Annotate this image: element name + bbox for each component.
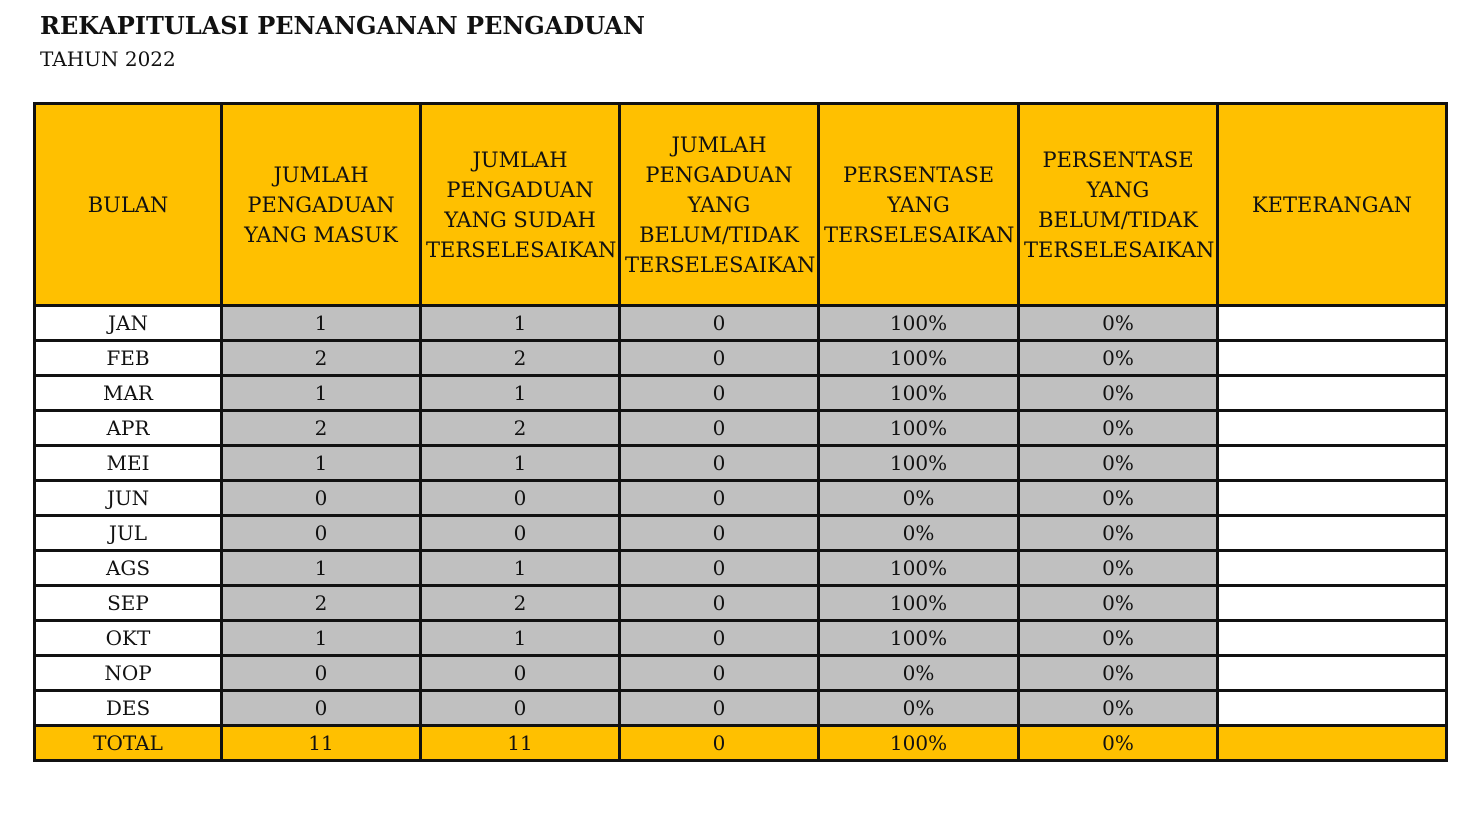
month-cell: JAN xyxy=(35,306,222,341)
remarks-cell xyxy=(1218,341,1447,376)
table-row xyxy=(35,656,1447,691)
month-cell: DES xyxy=(35,691,222,726)
value-cell: 0% xyxy=(1019,691,1218,726)
value-cell: 0 xyxy=(620,586,819,621)
total-value-cell: 11 xyxy=(421,726,620,761)
complaint-recap-table xyxy=(33,102,1448,762)
value-cell: 2 xyxy=(421,586,620,621)
total-value-cell xyxy=(1218,726,1447,761)
table-row xyxy=(35,481,1447,516)
value-cell: 1 xyxy=(421,621,620,656)
month-cell: APR xyxy=(35,411,222,446)
value-cell: 0 xyxy=(620,376,819,411)
value-cell: 0% xyxy=(1019,341,1218,376)
value-cell: 1 xyxy=(222,621,421,656)
value-cell: 0% xyxy=(1019,306,1218,341)
table-row xyxy=(35,341,1447,376)
value-cell: 0% xyxy=(819,481,1019,516)
column-header: JUMLAH PENGADUAN YANG MASUK xyxy=(222,104,421,306)
value-cell: 0 xyxy=(620,656,819,691)
table-row xyxy=(35,551,1447,586)
total-value-cell: 11 xyxy=(222,726,421,761)
value-cell: 0% xyxy=(1019,516,1218,551)
value-cell: 0% xyxy=(819,656,1019,691)
remarks-cell xyxy=(1218,446,1447,481)
month-cell: FEB xyxy=(35,341,222,376)
remarks-cell xyxy=(1218,481,1447,516)
page-title: REKAPITULASI PENANGANAN PENGADUAN xyxy=(40,11,645,40)
value-cell: 0 xyxy=(421,516,620,551)
value-cell: 0% xyxy=(1019,656,1218,691)
value-cell: 0 xyxy=(421,691,620,726)
remarks-cell xyxy=(1218,586,1447,621)
table-row xyxy=(35,691,1447,726)
value-cell: 0% xyxy=(1019,376,1218,411)
remarks-cell xyxy=(1218,621,1447,656)
table-row xyxy=(35,446,1447,481)
total-value-cell: 100% xyxy=(819,726,1019,761)
value-cell: 0% xyxy=(1019,621,1218,656)
remarks-cell xyxy=(1218,306,1447,341)
value-cell: 100% xyxy=(819,551,1019,586)
table-row xyxy=(35,411,1447,446)
column-header: PERSENTASE YANG TERSELESAIKAN xyxy=(819,104,1019,306)
value-cell: 0 xyxy=(620,621,819,656)
remarks-cell xyxy=(1218,656,1447,691)
value-cell: 100% xyxy=(819,586,1019,621)
value-cell: 0% xyxy=(1019,411,1218,446)
month-cell: SEP xyxy=(35,586,222,621)
column-header: KETERANGAN xyxy=(1218,104,1447,306)
value-cell: 2 xyxy=(222,341,421,376)
value-cell: 0 xyxy=(620,341,819,376)
value-cell: 1 xyxy=(421,446,620,481)
value-cell: 0 xyxy=(620,516,819,551)
value-cell: 100% xyxy=(819,411,1019,446)
month-cell: JUN xyxy=(35,481,222,516)
table-row xyxy=(35,376,1447,411)
value-cell: 0 xyxy=(421,481,620,516)
remarks-cell xyxy=(1218,691,1447,726)
month-cell: AGS xyxy=(35,551,222,586)
value-cell: 2 xyxy=(421,341,620,376)
remarks-cell xyxy=(1218,376,1447,411)
value-cell: 100% xyxy=(819,621,1019,656)
value-cell: 100% xyxy=(819,446,1019,481)
value-cell: 2 xyxy=(222,411,421,446)
value-cell: 1 xyxy=(222,446,421,481)
table-row xyxy=(35,306,1447,341)
value-cell: 0% xyxy=(1019,446,1218,481)
value-cell: 0 xyxy=(620,411,819,446)
table-total-row xyxy=(35,726,1447,761)
month-cell: JUL xyxy=(35,516,222,551)
value-cell: 0 xyxy=(421,656,620,691)
month-cell: MEI xyxy=(35,446,222,481)
column-header: JUMLAH PENGADUAN YANG SUDAH TERSELESAIKAN xyxy=(421,104,620,306)
value-cell: 0% xyxy=(1019,586,1218,621)
remarks-cell xyxy=(1218,516,1447,551)
value-cell: 0 xyxy=(620,691,819,726)
value-cell: 1 xyxy=(222,551,421,586)
value-cell: 0% xyxy=(1019,551,1218,586)
value-cell: 2 xyxy=(222,586,421,621)
total-label: TOTAL xyxy=(35,726,222,761)
column-header: JUMLAH PENGADUAN YANG BELUM/TIDAK TERSELESAIKAN xyxy=(620,104,819,306)
page-subtitle: TAHUN 2022 xyxy=(40,47,176,71)
value-cell: 0 xyxy=(620,306,819,341)
column-header: BULAN xyxy=(35,104,222,306)
value-cell: 1 xyxy=(421,306,620,341)
table-row xyxy=(35,586,1447,621)
value-cell: 100% xyxy=(819,341,1019,376)
value-cell: 100% xyxy=(819,306,1019,341)
month-cell: NOP xyxy=(35,656,222,691)
table-body xyxy=(35,306,1447,726)
table-row xyxy=(35,516,1447,551)
total-value-cell: 0% xyxy=(1019,726,1218,761)
month-cell: OKT xyxy=(35,621,222,656)
value-cell: 1 xyxy=(222,306,421,341)
value-cell: 1 xyxy=(222,376,421,411)
value-cell: 1 xyxy=(421,551,620,586)
value-cell: 0 xyxy=(620,551,819,586)
remarks-cell xyxy=(1218,411,1447,446)
value-cell: 2 xyxy=(421,411,620,446)
table-row xyxy=(35,621,1447,656)
value-cell: 100% xyxy=(819,376,1019,411)
value-cell: 0% xyxy=(819,691,1019,726)
value-cell: 0 xyxy=(620,446,819,481)
value-cell: 0% xyxy=(819,516,1019,551)
value-cell: 0 xyxy=(222,656,421,691)
value-cell: 1 xyxy=(421,376,620,411)
value-cell: 0 xyxy=(222,516,421,551)
total-value-cell: 0 xyxy=(620,726,819,761)
value-cell: 0 xyxy=(620,481,819,516)
table-header-row xyxy=(35,104,1447,306)
month-cell: MAR xyxy=(35,376,222,411)
value-cell: 0 xyxy=(222,691,421,726)
column-header: PERSENTASE YANG BELUM/TIDAK TERSELESAIKAN xyxy=(1019,104,1218,306)
value-cell: 0% xyxy=(1019,481,1218,516)
value-cell: 0 xyxy=(222,481,421,516)
remarks-cell xyxy=(1218,551,1447,586)
